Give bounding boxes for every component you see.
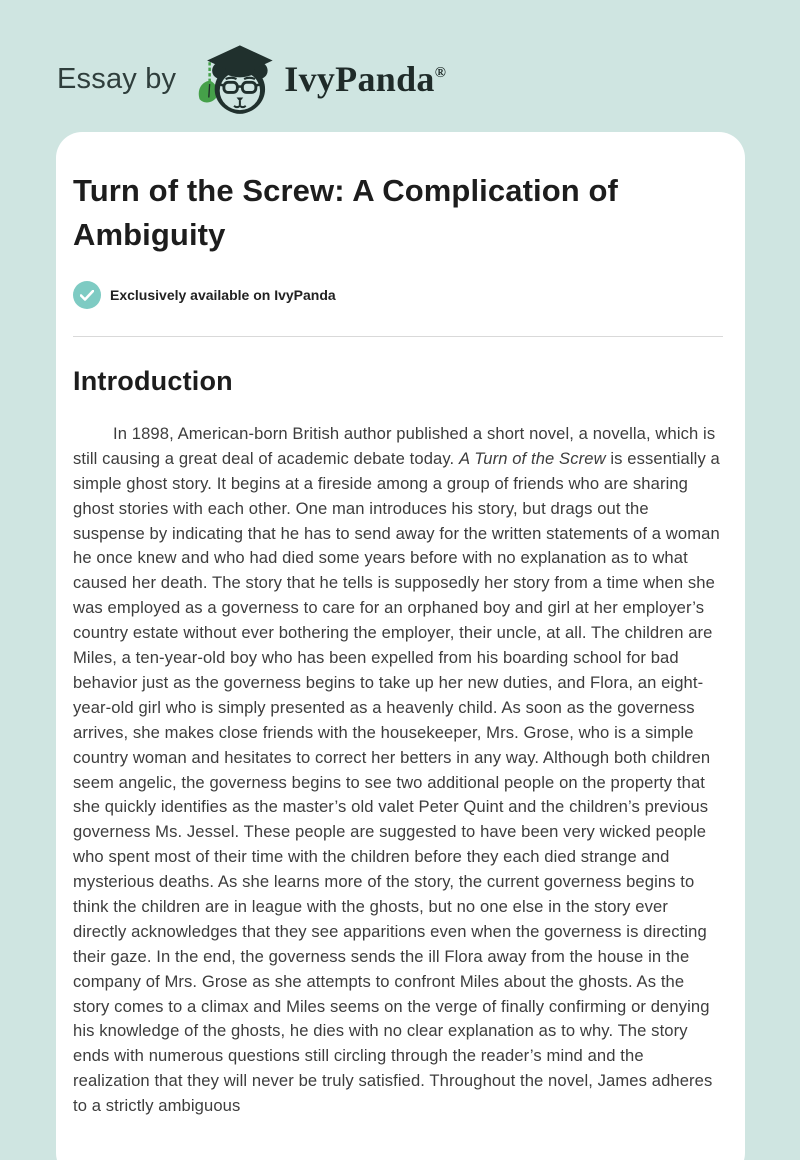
brand-name: IvyPanda: [284, 59, 435, 99]
section-heading-introduction: Introduction: [73, 366, 233, 397]
registered-trademark: ®: [434, 65, 447, 81]
essay-card: [56, 132, 745, 1160]
availability-badge: [73, 281, 723, 309]
page-title: Turn of the Screw: A Complication of Ambiguity: [73, 173, 618, 253]
paragraph-text-after-italic: is essentially a simple ghost story. It begins at a fireside among a group of friends who are sharing ghost stories with each other. One man introduces his story, but drags out the suspense by indicating that he has to send away for the written statements of a woman he once knew and who had died some years before with no explanation as to what caused her death. The story that he tells is supposedly her story from a time when she was employed as a governess to care for an orphaned boy and girl at her employer’s country estate without ever bothering the employer, their uncle, at all. The children are Miles, a ten-year-old boy who has been expelled from his boarding school for bad behavior just as the governess begins to take up her new duties, and Flora, an eight-year-old girl who is simply presented as a heavenly child. As soon as the governess arrives, she makes close friends with the housekeeper, Mrs. Grose, who is a simple country woman and hesitates to correct her betters in any way. Although both children seem angelic, the governess begins to see two additional people on the property that she quickly identifies as the master’s old valet Peter Quint and the children’s previous governess Ms. Jessel. These people are suggested to have been very wicked people who spent most of their time with the children before they each died strange and mysterious deaths. As she learns more of the story, the current governess begins to think the children are in league with the ghosts, but no one else in the story ever directly acknowledges that they see apparitions even when the governess is directing their gaze. In the end, the governess sends the ill Flora away from the house in the company of Mrs. Grose as she attempts to confront Miles about the ghosts. As the story comes to a climax and Miles seems on the verge of finally confirming or denying his knowledge of the ghosts, he dies with no clear explanation as to why. The story ends with numerous questions still circling through the reader’s mind and the realization that they will never be truly satisfied. Throughout the novel, James adheres to a strictly ambiguous: [73, 448, 720, 1116]
brand-wordmark: [284, 58, 446, 100]
ivypanda-logo: [192, 40, 446, 118]
check-icon: [73, 281, 101, 309]
book-title-italic: A Turn of the Screw: [458, 448, 606, 468]
introduction-paragraph: [73, 422, 723, 1119]
paragraph-text-before-italic: In 1898, American-born British author published a short novel, a novella, which is still causing a great deal of academic debate today.: [73, 424, 716, 468]
essay-by-label: Essay by: [57, 62, 177, 95]
panda-graduate-logo-icon: [192, 40, 276, 118]
divider: [73, 336, 723, 337]
availability-badge-label: Exclusively available on IvyPanda: [110, 287, 336, 304]
site-header: [0, 0, 800, 118]
